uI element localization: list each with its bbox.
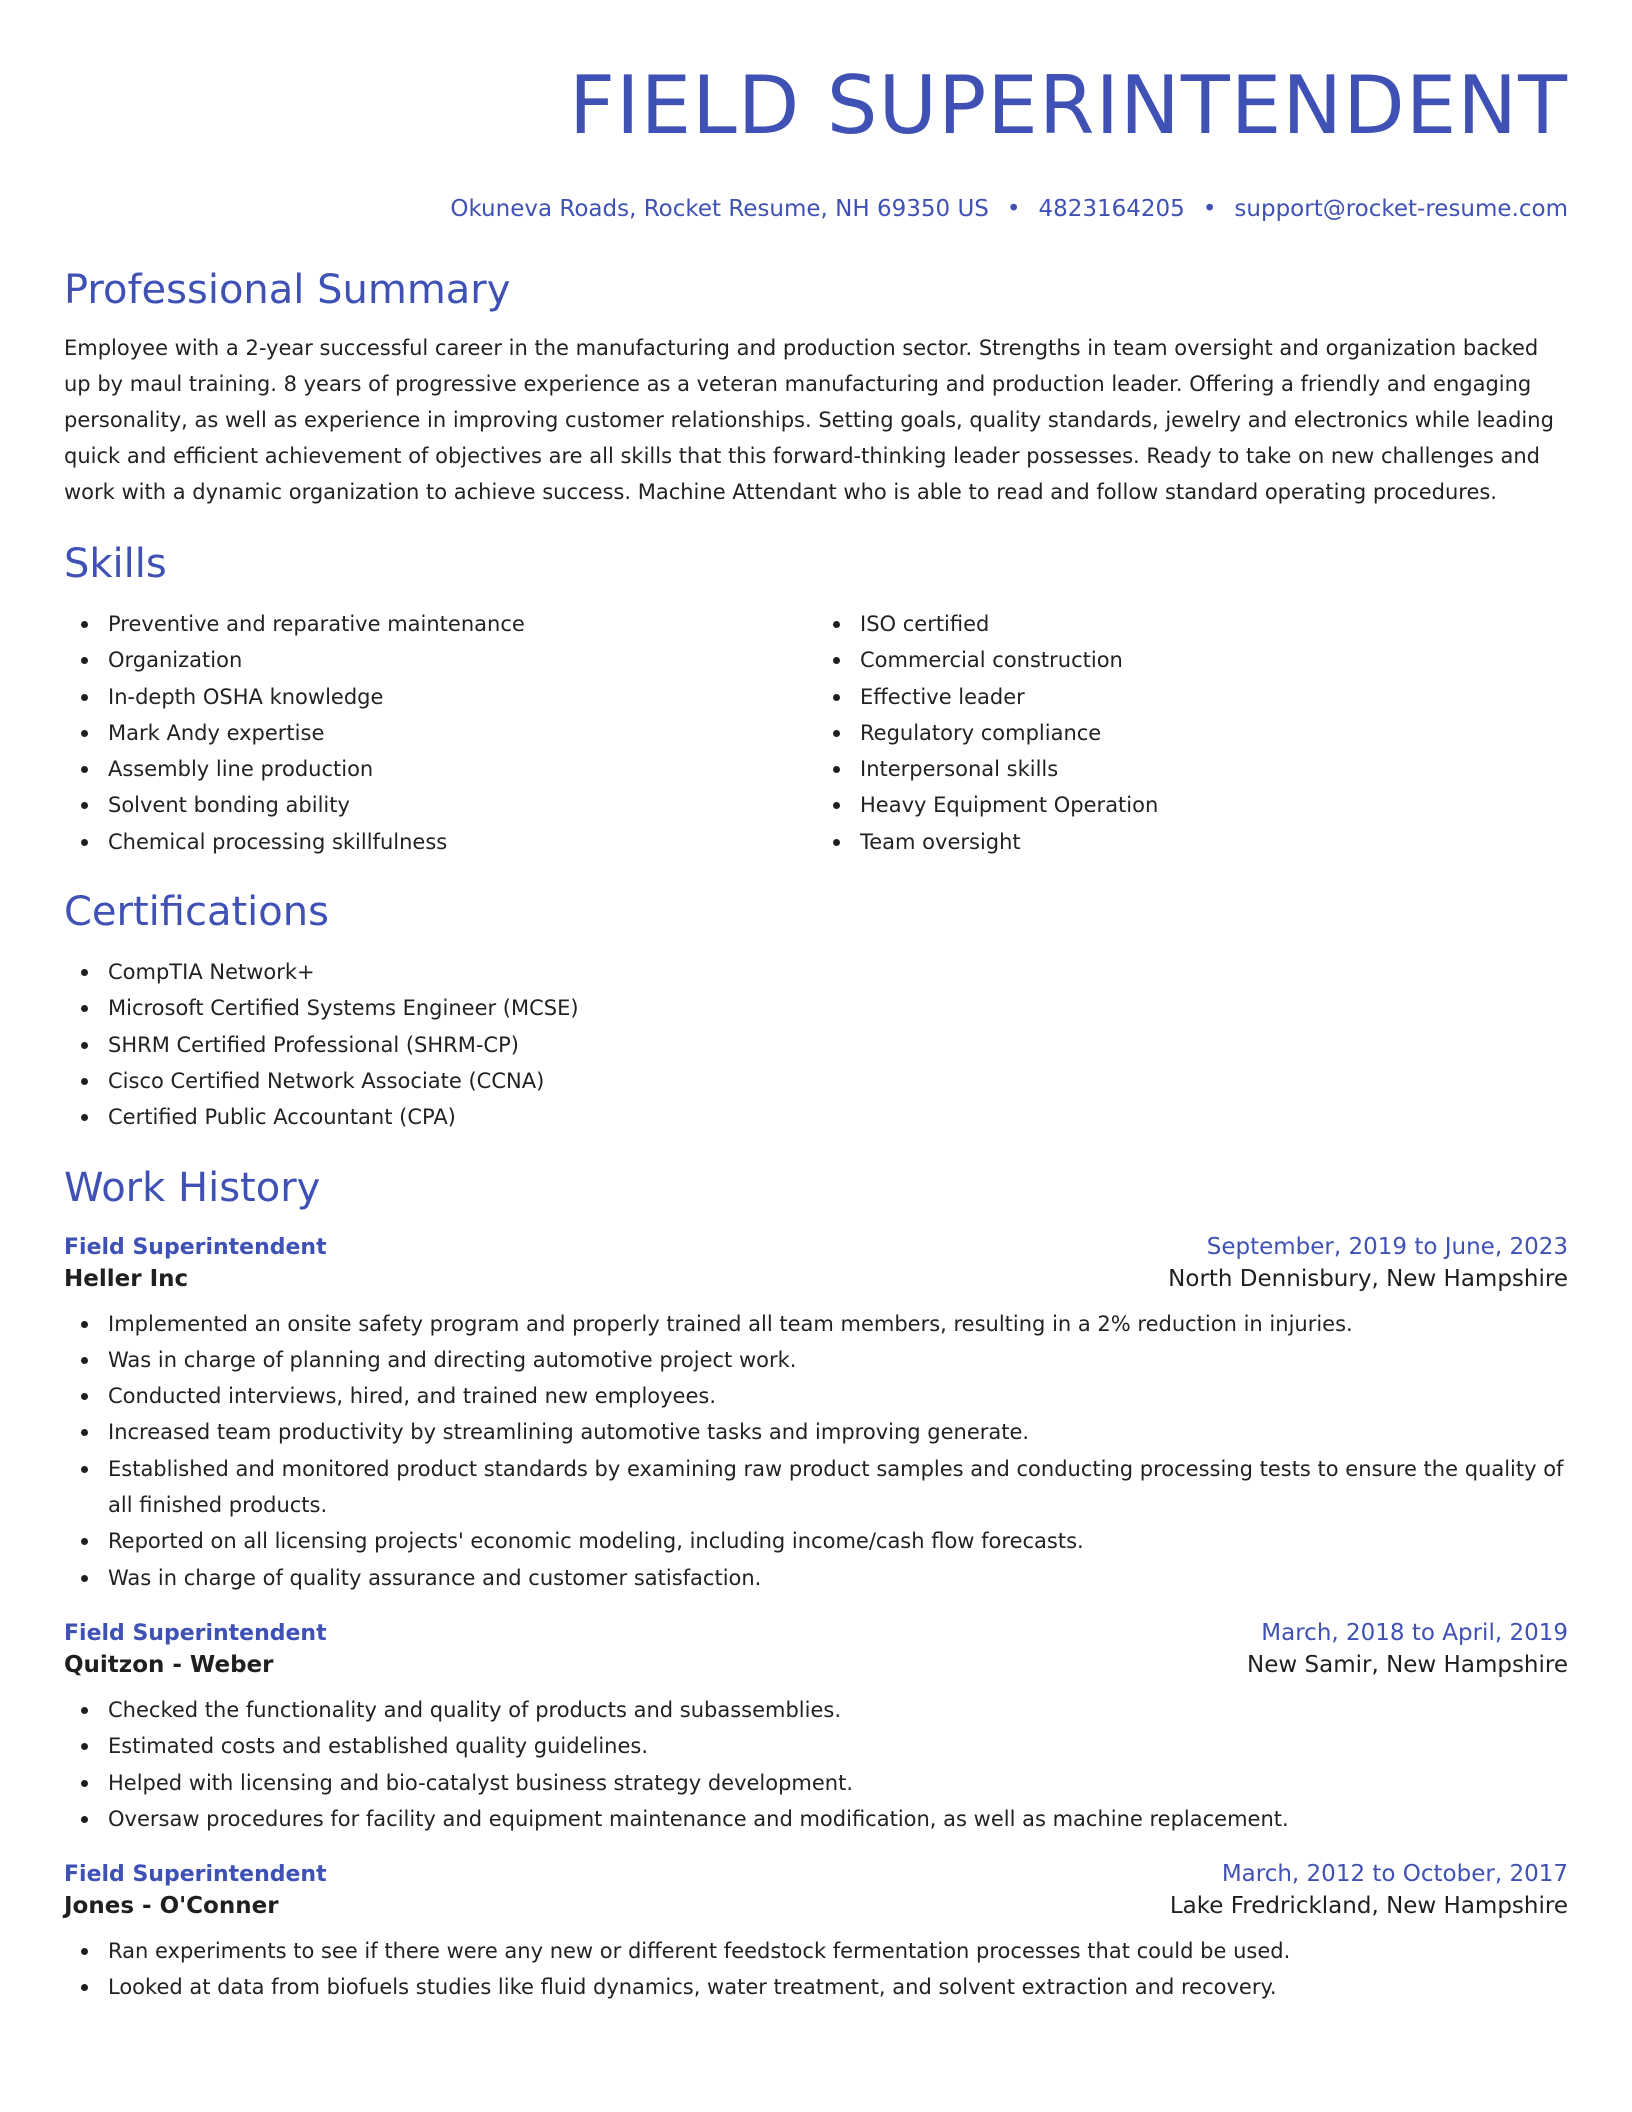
skill-item: Preventive and reparative maintenance: [64, 606, 816, 642]
job-dates: March, 2018 to April, 2019: [1261, 1619, 1568, 1646]
job-title: Field Superintendent: [64, 1862, 327, 1888]
job-location: Lake Fredrickland, New Hampshire: [1169, 1893, 1568, 1920]
skill-item: Assembly line production: [64, 751, 816, 787]
job-bullets: [64, 1306, 1568, 1596]
skill-item: Team oversight: [816, 824, 1568, 860]
skill-item: Chemical processing skillfulness: [64, 824, 816, 860]
summary-text: Employee with a 2-year successful career in the manufacturing and production sector. Strengths in team oversight and organization backed up by maul training. 8 years of progressive experience as a veteran manufacturing and production leader. Offering a friendly and engaging personality, as well as experience in improving customer relationships. Setting goals, quality standards, jewelry and electronics while leading quick and efficient achievement of objectives are all skills that this forward-thinking leader possesses. Ready to take on new challenges and work with a dynamic organization to achieve success. Machine Attendant who is able to read and follow standard operating procedures.: [64, 336, 1554, 504]
job-bullet: Helped with licensing and bio-catalyst business strategy development.: [64, 1765, 1568, 1801]
skill-item: Interpersonal skills: [816, 751, 1568, 787]
certifications-heading: Certifications: [64, 889, 329, 936]
job-bullet: Ran experiments to see if there were any new or different feedstock fermentation processes that could be used.: [64, 1933, 1568, 1969]
job-title: Field Superintendent: [64, 1234, 327, 1260]
work-history-heading: Work History: [64, 1164, 321, 1211]
certification-item: Certified Public Accountant (CPA): [64, 1099, 1568, 1135]
contact-separator: •: [1202, 196, 1217, 222]
skill-item: In-depth OSHA knowledge: [64, 679, 816, 715]
job-entry: [64, 1620, 1568, 1837]
job-bullets: [64, 1692, 1568, 1837]
contact-phone: 4823164205: [1038, 196, 1185, 222]
job-bullet: Increased team productivity by streamlining automotive tasks and improving generate.: [64, 1414, 1568, 1450]
certification-item: CompTIA Network+: [64, 954, 1568, 990]
job-bullet: Established and monitored product standards by examining raw product samples and conducting processing tests to ensure the quality of all finished products.: [64, 1451, 1568, 1524]
job-header-row: [64, 1620, 1568, 1646]
job-entry: [64, 1861, 1568, 2006]
summary-heading: Professional Summary: [64, 267, 511, 313]
certifications-list: [64, 954, 1568, 1135]
contact-line: [64, 196, 1568, 222]
job-bullet: Conducted interviews, hired, and trained new employees.: [64, 1378, 1568, 1414]
job-dates: March, 2012 to October, 2017: [1221, 1861, 1568, 1888]
certification-item: Cisco Certified Network Associate (CCNA): [64, 1063, 1568, 1099]
resume-title: FIELD SUPERINTENDENT: [568, 66, 1568, 152]
job-header-row: [64, 1234, 1568, 1260]
skill-item: Commercial construction: [816, 642, 1568, 678]
job-company-row: [64, 1893, 1568, 1919]
job-company: Heller Inc: [64, 1265, 189, 1292]
skill-item: Organization: [64, 642, 816, 678]
job-bullets: [64, 1933, 1568, 2006]
job-company: Jones - O'Conner: [64, 1893, 279, 1920]
job-bullet: Checked the functionality and quality of products and subassemblies.: [64, 1692, 1568, 1728]
skill-item: Mark Andy expertise: [64, 715, 816, 751]
job-bullet: Was in charge of quality assurance and customer satisfaction.: [64, 1560, 1568, 1596]
job-company-row: [64, 1652, 1568, 1678]
job-dates: September, 2019 to June, 2023: [1206, 1233, 1568, 1260]
skills-heading: Skills: [64, 541, 167, 587]
work-history-list: [64, 1234, 1568, 2006]
job-location: New Samir, New Hampshire: [1247, 1651, 1568, 1678]
job-company: Quitzon - Weber: [64, 1651, 274, 1678]
job-bullet: Oversaw procedures for facility and equipment maintenance and modification, as well as machine replacement.: [64, 1801, 1568, 1837]
skills-columns: [64, 606, 1568, 860]
skill-item: Heavy Equipment Operation: [816, 787, 1568, 823]
certification-item: SHRM Certified Professional (SHRM-CP): [64, 1027, 1568, 1063]
skill-item: ISO certified: [816, 606, 1568, 642]
skills-right-list: [816, 606, 1568, 860]
certification-item: Microsoft Certified Systems Engineer (MCSE): [64, 990, 1568, 1026]
job-bullet: Estimated costs and established quality guidelines.: [64, 1728, 1568, 1764]
skill-item: Effective leader: [816, 679, 1568, 715]
skill-item: Regulatory compliance: [816, 715, 1568, 751]
job-location: North Dennisbury, New Hampshire: [1168, 1265, 1568, 1292]
job-title: Field Superintendent: [64, 1620, 327, 1646]
job-bullet: Looked at data from biofuels studies like fluid dynamics, water treatment, and solvent extraction and recovery.: [64, 1969, 1568, 2005]
job-bullet: Reported on all licensing projects' economic modeling, including income/cash flow forecasts.: [64, 1523, 1568, 1559]
job-bullet: Implemented an onsite safety program and properly trained all team members, resulting in a 2% reduction in injuries.: [64, 1306, 1568, 1342]
contact-address: Okuneva Roads, Rocket Resume, NH 69350 US: [450, 196, 989, 222]
job-company-row: [64, 1266, 1568, 1292]
contact-email[interactable]: support@rocket-resume.com: [1234, 196, 1568, 222]
skills-left-list: [64, 606, 816, 860]
job-bullet: Was in charge of planning and directing automotive project work.: [64, 1342, 1568, 1378]
job-entry: [64, 1234, 1568, 1596]
contact-separator: •: [1006, 196, 1021, 222]
skill-item: Solvent bonding ability: [64, 787, 816, 823]
job-header-row: [64, 1861, 1568, 1887]
